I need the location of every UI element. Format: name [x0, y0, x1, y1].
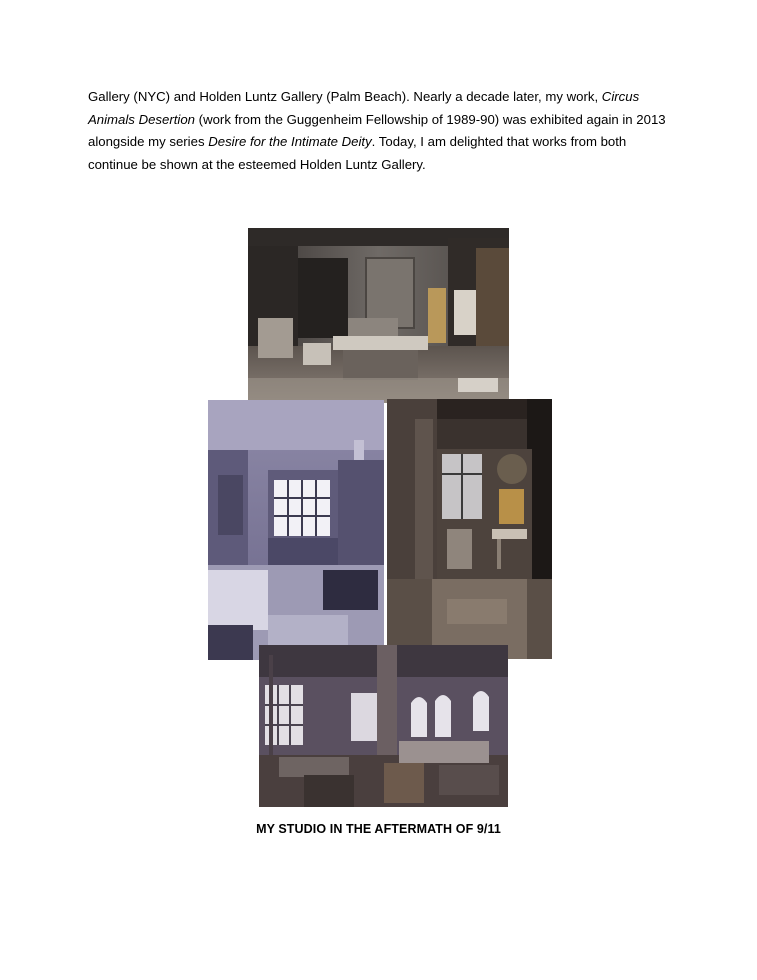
studio-photo-kitchen — [248, 228, 509, 403]
studio-photo-living-room — [259, 645, 508, 807]
paragraph-text-3: . Today, I am delighted that works from both continue be shown at the esteemed Holden Luntz Gallery. — [88, 134, 627, 172]
figure-caption: MY STUDIO IN THE AFTERMATH OF 9/11 — [256, 822, 501, 836]
paragraph-italic-title-1: Circus Animals Desertion — [88, 89, 640, 127]
studio-photo-window-room — [208, 400, 384, 660]
paragraph-text-2: (work from the Guggenheim Fellowship of 1989-90) was exhibited again in 2013 alongside my series — [88, 111, 666, 149]
body-paragraph — [88, 86, 678, 176]
paragraph-italic-title-2: Desire for the Intimate Deity — [208, 134, 372, 149]
studio-photo-hallway — [387, 399, 552, 659]
paragraph-text-1: Gallery (NYC) and Holden Luntz Gallery (Palm Beach). Nearly a decade later, my work, — [88, 89, 602, 104]
